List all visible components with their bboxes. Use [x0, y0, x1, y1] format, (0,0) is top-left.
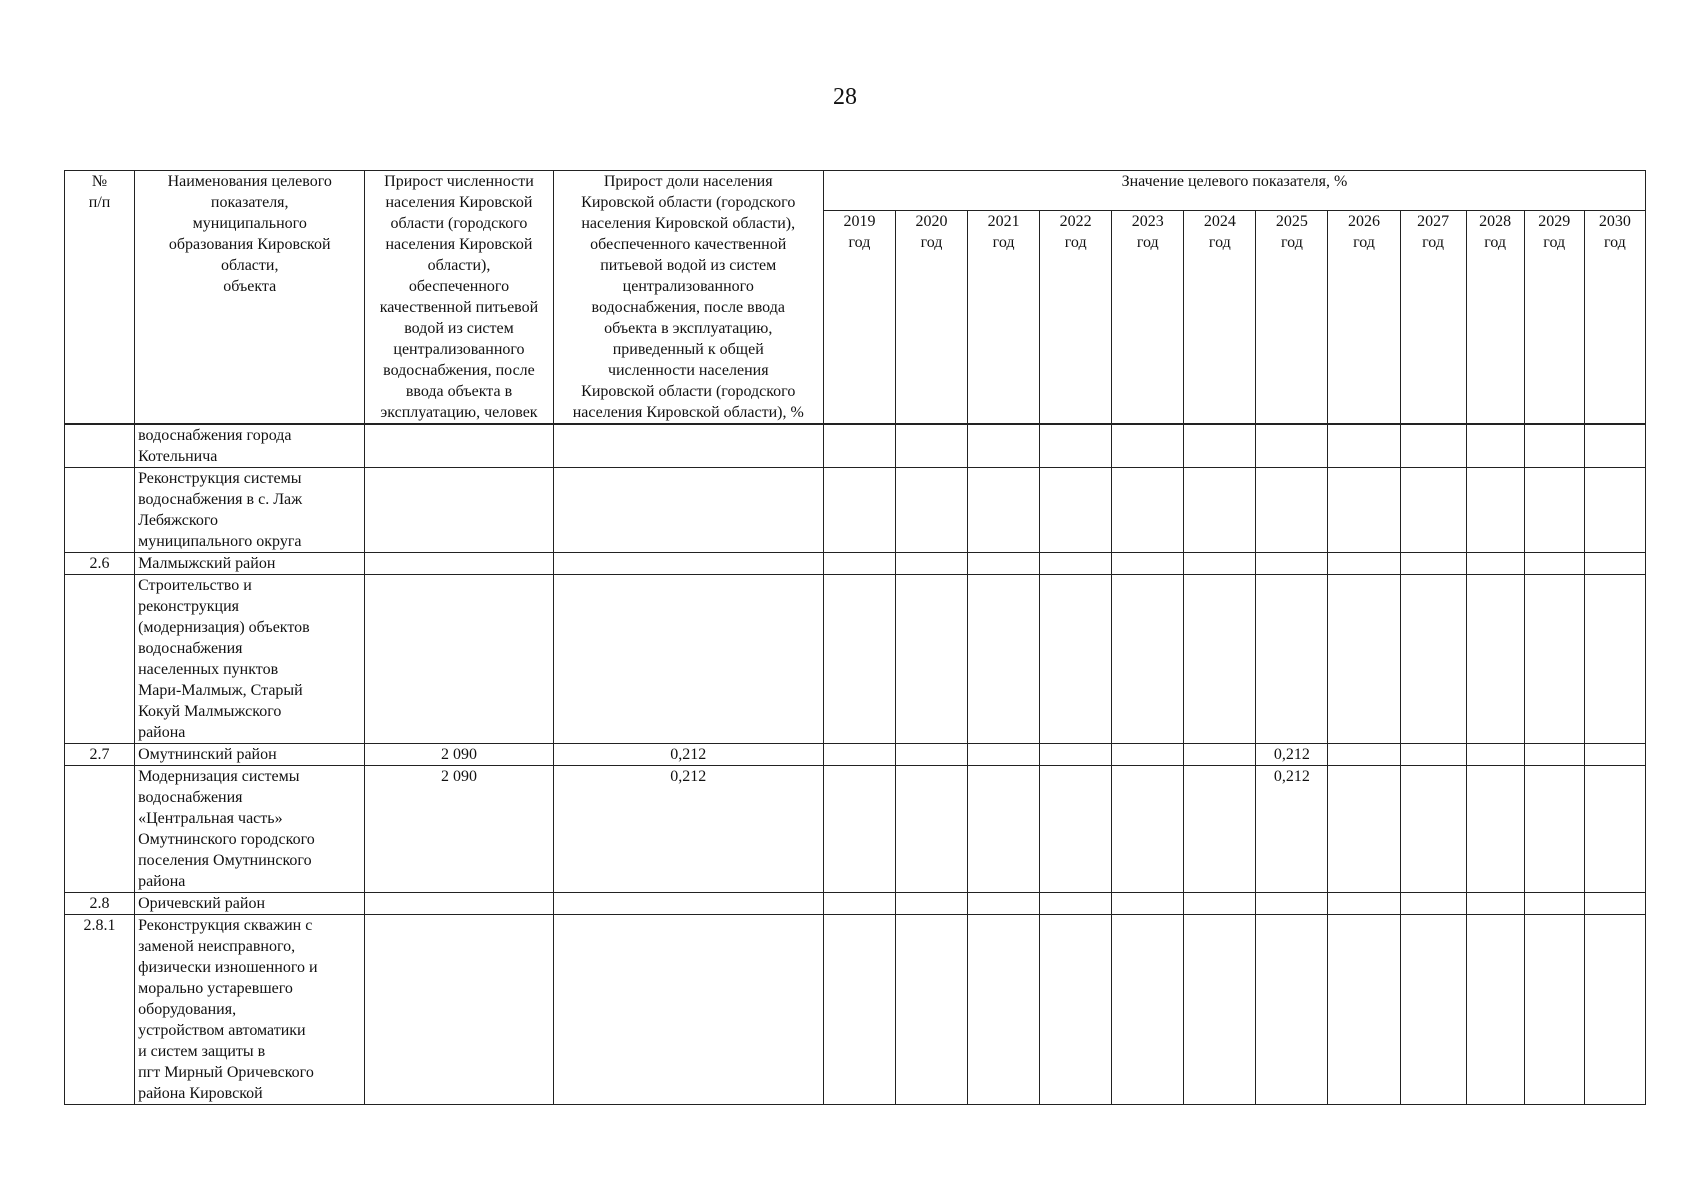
row-year-value — [968, 575, 1040, 744]
row-year-value — [1328, 468, 1400, 553]
row-name-line: заменой неисправного, — [138, 938, 296, 955]
header-num — [65, 171, 135, 425]
year-label: 2021 — [987, 212, 1020, 230]
row-year-value — [1112, 766, 1184, 893]
row-year-value — [895, 553, 967, 575]
header-growth-share-line: объекта в эксплуатацию, — [604, 320, 773, 337]
row-year-value: 0,212 — [1256, 766, 1328, 893]
row-year-value — [823, 553, 895, 575]
row-year-value — [1400, 424, 1466, 468]
row-number — [65, 766, 135, 893]
year-unit: год — [992, 233, 1015, 251]
year-unit: год — [1208, 233, 1231, 251]
row-growth-share — [553, 575, 823, 744]
year-unit: год — [1422, 233, 1444, 251]
row-year-value — [1328, 744, 1400, 766]
header-name-line: показателя, — [210, 194, 289, 211]
table-row — [65, 893, 1646, 915]
header-name-line: области, — [220, 257, 279, 274]
row-year-value — [1584, 915, 1645, 1105]
header-growth-count — [365, 171, 553, 425]
row-year-value — [1112, 575, 1184, 744]
header-name — [135, 171, 365, 425]
row-year-value — [1524, 553, 1584, 575]
row-year-value — [1256, 575, 1328, 744]
row-name-line: водоснабжения города — [138, 427, 292, 444]
row-name-line: Реконструкция скважин с — [138, 917, 313, 934]
row-name-line: района Кировской — [138, 1085, 263, 1102]
row-year-value: 0,212 — [1256, 744, 1328, 766]
header-growth-count-line: водоснабжения, после — [383, 362, 535, 379]
row-name-line: населенных пунктов — [138, 661, 279, 678]
year-header — [1328, 210, 1400, 424]
year-unit: год — [1064, 233, 1087, 251]
row-year-value — [823, 468, 895, 553]
row-name-line: водоснабжения — [138, 640, 243, 657]
year-unit: год — [848, 233, 871, 251]
year-header — [1256, 210, 1328, 424]
row-year-value — [1112, 553, 1184, 575]
row-year-value — [1328, 424, 1400, 468]
row-name — [135, 424, 365, 468]
row-year-value — [1256, 424, 1328, 468]
year-header — [1400, 210, 1466, 424]
header-growth-share-line: централизованного — [622, 278, 754, 295]
header-name-line: муниципального — [192, 215, 307, 232]
row-year-value — [968, 893, 1040, 915]
row-year-value — [1184, 744, 1256, 766]
row-year-value — [1328, 553, 1400, 575]
row-year-value — [823, 575, 895, 744]
header-name-line: объекта — [223, 278, 277, 295]
row-year-value — [1524, 468, 1584, 553]
header-growth-count-line: области (городского — [390, 215, 528, 232]
row-name-line: Модернизация системы — [138, 768, 300, 785]
row-number — [65, 575, 135, 744]
row-name-line: оборудования, — [138, 1001, 237, 1018]
table-row — [65, 575, 1646, 744]
row-name-line: поселения Омутнинского — [138, 852, 312, 869]
year-unit: год — [1484, 233, 1507, 251]
row-year-value — [1400, 915, 1466, 1105]
year-unit: год — [1603, 233, 1626, 251]
row-year-value — [1328, 893, 1400, 915]
row-year-value — [823, 893, 895, 915]
row-name-line: пгт Мирный Оричевского — [138, 1064, 314, 1081]
row-year-value — [968, 915, 1040, 1105]
year-label: 2023 — [1131, 212, 1164, 230]
header-growth-count-line: эксплуатацию, человек — [380, 404, 538, 421]
row-growth-count — [365, 893, 553, 915]
row-name — [135, 553, 365, 575]
row-year-value — [1584, 744, 1645, 766]
row-year-value — [1184, 766, 1256, 893]
header-target-value: Значение целевого показателя, % — [823, 171, 1645, 211]
year-header — [1584, 210, 1645, 424]
row-name-line: водоснабжения в с. Лаж — [138, 491, 303, 508]
row-year-value — [1524, 424, 1584, 468]
header-name-line: Наименования целевого — [167, 173, 332, 190]
row-year-value — [895, 424, 967, 468]
row-name-line: Котельнича — [138, 448, 218, 465]
row-name-line: Реконструкция системы — [138, 470, 302, 487]
header-growth-count-line: обеспеченного — [408, 278, 510, 295]
year-label: 2022 — [1059, 212, 1092, 230]
row-year-value — [1524, 915, 1584, 1105]
row-year-value — [1524, 893, 1584, 915]
row-name-line: района — [138, 724, 186, 741]
row-name — [135, 575, 365, 744]
row-name-line: (модернизация) объектов — [138, 619, 310, 636]
table-row — [65, 424, 1646, 468]
row-year-value — [968, 766, 1040, 893]
year-unit: год — [1543, 233, 1566, 251]
row-name-line: «Центральная часть» — [138, 810, 283, 827]
row-year-value — [1112, 744, 1184, 766]
row-growth-count — [365, 553, 553, 575]
row-number: 2.8 — [65, 893, 135, 915]
year-header — [1040, 210, 1112, 424]
row-growth-count — [365, 468, 553, 553]
row-number: 2.6 — [65, 553, 135, 575]
year-label: 2026 — [1347, 212, 1380, 230]
table-row — [65, 553, 1646, 575]
row-name-line: района — [138, 873, 186, 890]
row-year-value — [1466, 468, 1524, 553]
header-num-line-2: п/п — [88, 194, 111, 211]
row-year-value — [895, 766, 967, 893]
row-year-value — [1040, 575, 1112, 744]
row-year-value — [1040, 893, 1112, 915]
header-growth-share-line: обеспеченного качественной — [590, 236, 787, 253]
header-growth-count-line: Прирост численности — [384, 173, 534, 190]
year-header — [1466, 210, 1524, 424]
row-year-value — [1400, 553, 1466, 575]
row-growth-share — [553, 893, 823, 915]
row-year-value — [968, 424, 1040, 468]
row-name-line: и систем защиты в — [138, 1043, 266, 1060]
header-growth-share-line: Кировской области (городского — [581, 194, 796, 211]
header-growth-count-line: населения Кировской — [385, 194, 533, 211]
header-growth-count-line: качественной питьевой — [379, 299, 539, 316]
row-name-line: реконструкция — [138, 598, 240, 615]
row-growth-count: 2 090 — [365, 766, 553, 893]
row-year-value — [1256, 468, 1328, 553]
row-year-value — [1466, 915, 1524, 1105]
row-number — [65, 424, 135, 468]
header-growth-share-line: населения Кировской области), — [581, 215, 796, 232]
row-number: 2.7 — [65, 744, 135, 766]
row-name — [135, 468, 365, 553]
row-year-value — [1584, 766, 1645, 893]
row-name — [135, 766, 365, 893]
row-name-line: физически изношенного и — [138, 959, 318, 976]
header-growth-share-line: Кировской области (городского — [581, 383, 796, 400]
row-growth-count — [365, 424, 553, 468]
year-label: 2024 — [1203, 212, 1236, 230]
row-year-value — [968, 553, 1040, 575]
row-year-value — [968, 744, 1040, 766]
row-name — [135, 744, 365, 766]
header-growth-share-line: водоснабжения, после ввода — [591, 299, 785, 316]
year-header — [823, 210, 895, 424]
row-year-value — [1466, 893, 1524, 915]
row-year-value — [1328, 766, 1400, 893]
row-year-value — [1466, 553, 1524, 575]
row-year-value — [1112, 424, 1184, 468]
row-year-value — [1466, 575, 1524, 744]
row-name-line: Омутнинский район — [138, 746, 277, 763]
row-name-line: Строительство и — [138, 577, 252, 594]
row-year-value — [1328, 575, 1400, 744]
row-year-value — [1184, 915, 1256, 1105]
year-label: 2030 — [1598, 212, 1631, 230]
row-year-value — [1400, 468, 1466, 553]
row-year-value — [1584, 553, 1645, 575]
row-year-value — [895, 893, 967, 915]
table-row — [65, 468, 1646, 553]
year-unit: год — [1280, 233, 1303, 251]
row-year-value — [1184, 468, 1256, 553]
table-row — [65, 766, 1646, 893]
row-year-value — [1466, 766, 1524, 893]
row-year-value — [895, 744, 967, 766]
row-year-value — [1040, 424, 1112, 468]
row-year-value — [1112, 893, 1184, 915]
row-year-value — [1524, 575, 1584, 744]
row-number: 2.8.1 — [65, 915, 135, 1105]
header-growth-count-line: области), — [427, 257, 491, 274]
header-num-line-1: № — [91, 173, 108, 190]
row-year-value — [1328, 915, 1400, 1105]
row-growth-share — [553, 915, 823, 1105]
header-growth-count-line: ввода объекта в — [405, 383, 513, 400]
row-year-value — [1466, 744, 1524, 766]
table-row — [65, 744, 1646, 766]
row-growth-share: 0,212 — [553, 744, 823, 766]
row-name-line: Малмыжский район — [138, 555, 276, 572]
row-year-value — [1584, 893, 1645, 915]
row-year-value — [968, 468, 1040, 553]
year-label: 2020 — [915, 212, 948, 230]
row-growth-count — [365, 915, 553, 1105]
row-year-value — [1584, 468, 1645, 553]
row-year-value — [1184, 893, 1256, 915]
year-unit: год — [1136, 233, 1159, 251]
row-year-value — [1400, 893, 1466, 915]
row-number — [65, 468, 135, 553]
row-name — [135, 893, 365, 915]
row-growth-count: 2 090 — [365, 744, 553, 766]
row-name-line: Омутнинского городского — [138, 831, 315, 848]
target-indicators-table — [64, 170, 1646, 1105]
year-header — [1112, 210, 1184, 424]
row-year-value — [895, 915, 967, 1105]
header-growth-share-line: питьевой водой из систем — [600, 257, 777, 274]
table-body — [65, 424, 1646, 1105]
row-year-value — [1040, 468, 1112, 553]
year-header — [968, 210, 1040, 424]
row-year-value — [1112, 468, 1184, 553]
year-label: 2027 — [1417, 212, 1450, 230]
row-name — [135, 915, 365, 1105]
row-year-value — [1466, 424, 1524, 468]
row-year-value — [823, 424, 895, 468]
row-growth-share — [553, 553, 823, 575]
year-header — [1524, 210, 1584, 424]
year-label: 2019 — [843, 212, 876, 230]
row-year-value — [1400, 766, 1466, 893]
year-header — [895, 210, 967, 424]
row-name-line: Кокуй Малмыжского — [138, 703, 282, 720]
row-year-value — [823, 766, 895, 893]
header-growth-share — [553, 171, 823, 425]
row-year-value — [1112, 915, 1184, 1105]
row-year-value — [1400, 575, 1466, 744]
row-year-value — [1584, 575, 1645, 744]
year-label: 2028 — [1479, 212, 1512, 230]
table-row — [65, 915, 1646, 1105]
row-year-value — [1524, 744, 1584, 766]
row-year-value — [823, 744, 895, 766]
row-name-line: Оричевский район — [138, 895, 266, 912]
year-unit: год — [1353, 233, 1375, 251]
row-year-value — [1256, 893, 1328, 915]
row-growth-count — [365, 575, 553, 744]
row-year-value — [1040, 915, 1112, 1105]
row-growth-share — [553, 468, 823, 553]
row-year-value — [1040, 766, 1112, 893]
row-name-line: устройством автоматики — [138, 1022, 306, 1039]
year-unit: год — [920, 233, 943, 251]
header-growth-count-line: водой из систем — [404, 320, 514, 337]
header-growth-share-line: приведенный к общей — [612, 341, 764, 358]
row-year-value — [895, 575, 967, 744]
year-label: 2025 — [1275, 212, 1308, 230]
year-label: 2029 — [1538, 212, 1571, 230]
row-year-value — [1524, 766, 1584, 893]
header-name-line: образования Кировской — [168, 236, 331, 253]
row-name-line: муниципального округа — [138, 533, 302, 550]
row-year-value — [823, 915, 895, 1105]
header-growth-share-line: населения Кировской области), % — [572, 404, 804, 421]
row-year-value — [1184, 553, 1256, 575]
year-header — [1184, 210, 1256, 424]
row-name-line: Лебяжского — [138, 512, 219, 529]
row-year-value — [1256, 553, 1328, 575]
row-year-value — [1040, 553, 1112, 575]
row-year-value — [1256, 915, 1328, 1105]
page-number: 28 — [833, 84, 857, 110]
header-growth-count-line: населения Кировской — [385, 236, 533, 253]
row-year-value — [1040, 744, 1112, 766]
row-year-value — [1584, 424, 1645, 468]
header-growth-share-line: численности населения — [607, 362, 769, 379]
row-growth-share — [553, 424, 823, 468]
row-name-line: Мари-Малмыж, Старый — [138, 682, 303, 699]
header-growth-share-line: Прирост доли населения — [603, 173, 773, 190]
row-growth-share: 0,212 — [553, 766, 823, 893]
row-name-line: морально устаревшего — [138, 980, 293, 997]
row-year-value — [1184, 424, 1256, 468]
header-growth-count-line: централизованного — [393, 341, 525, 358]
row-year-value — [1184, 575, 1256, 744]
row-year-value — [895, 468, 967, 553]
row-name-line: водоснабжения — [138, 789, 243, 806]
row-year-value — [1400, 744, 1466, 766]
